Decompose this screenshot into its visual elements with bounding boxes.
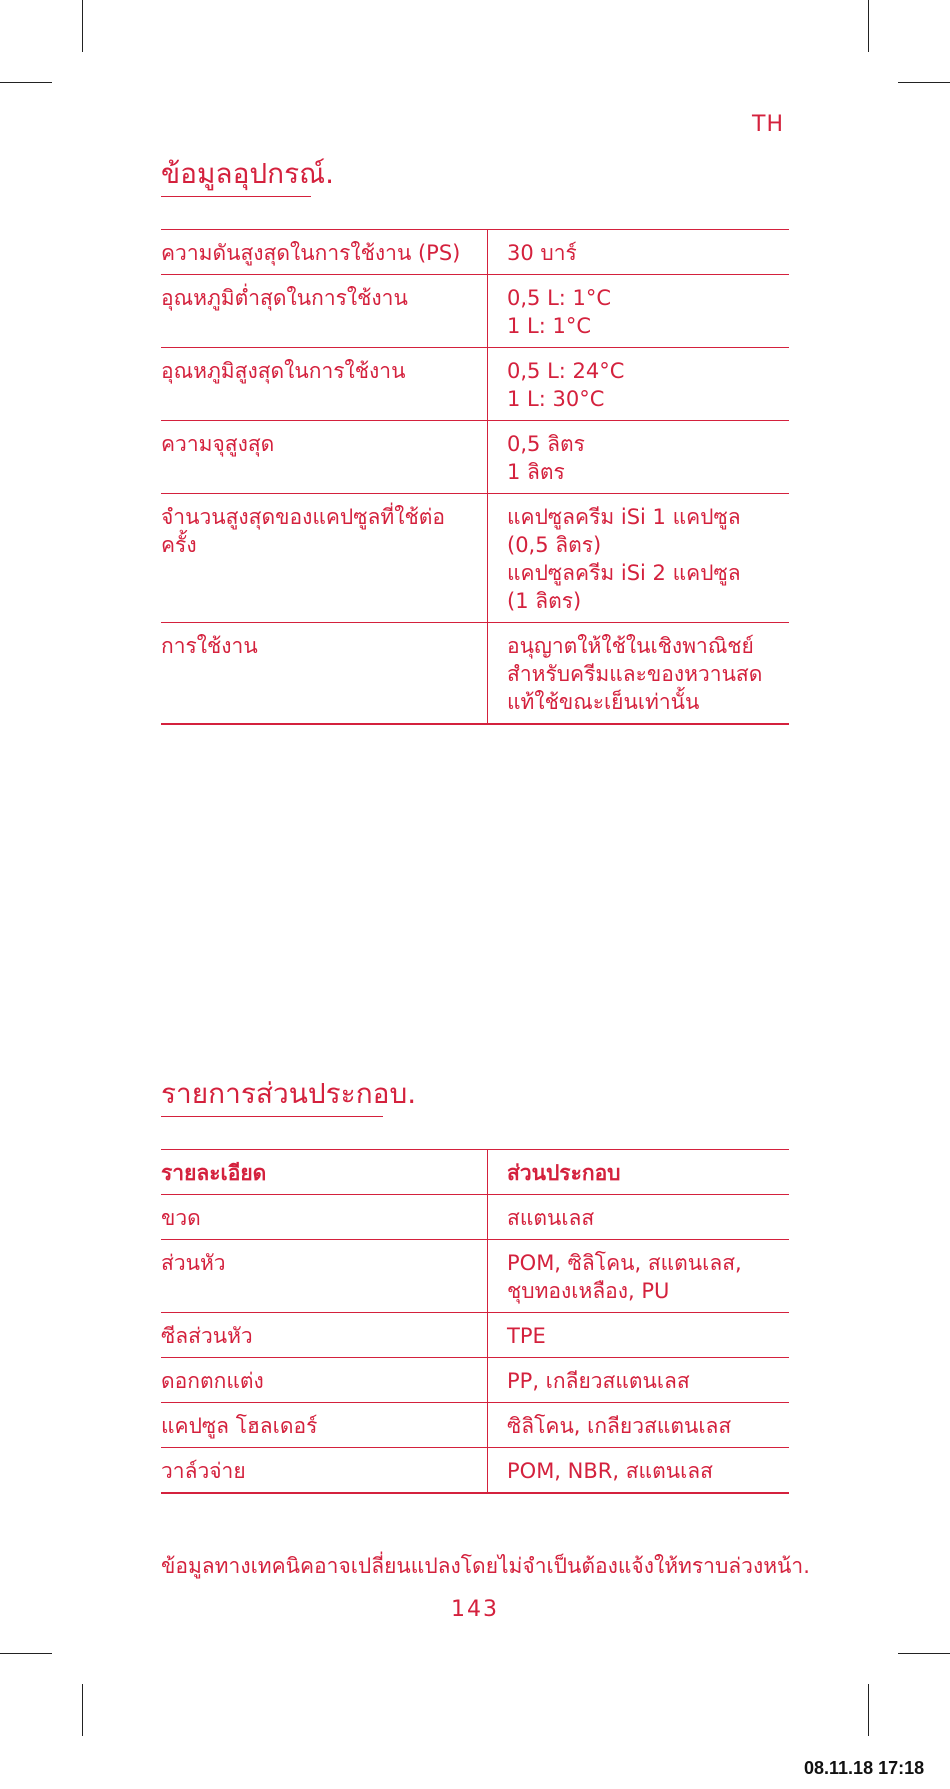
print-stamp: 08.11.18 17:18	[804, 1758, 925, 1778]
row-value: สแตนเลส	[488, 1195, 790, 1240]
crop-mark	[898, 82, 950, 83]
crop-mark	[868, 1684, 869, 1736]
parts-list-row	[161, 1240, 789, 1313]
row-value: 0,5 L: 1°C 1 L: 1°C	[488, 275, 790, 348]
parts-list-row	[161, 1313, 789, 1358]
parts-list-row	[161, 1195, 789, 1240]
crop-mark	[82, 1684, 83, 1736]
device-info-title	[161, 157, 334, 191]
row-value: ซิลิโคน, เกลียวสแตนเลส	[488, 1403, 790, 1448]
row-label: อุณหภูมิต่ำสุดในการใช้งาน	[161, 275, 488, 348]
crop-mark	[0, 1653, 52, 1654]
device-info-row	[161, 421, 789, 494]
title-underline	[161, 1116, 383, 1118]
row-label: ขวด	[161, 1195, 488, 1240]
row-label: ซีลส่วนหัว	[161, 1313, 488, 1358]
row-label: วาล์วจ่าย	[161, 1448, 488, 1494]
parts-list-row	[161, 1403, 789, 1448]
row-label: ความจุสูงสุด	[161, 421, 488, 494]
device-info-table	[161, 229, 789, 725]
parts-list-row	[161, 1358, 789, 1403]
row-label: จำนวนสูงสุดของแคปซูลที่ใช้ต่อครั้ง	[161, 494, 488, 623]
device-info-row	[161, 494, 789, 623]
crop-mark	[868, 0, 869, 52]
device-info-title-text: ข้อมูลอุปกรณ์.	[161, 157, 335, 190]
page-number: 143	[451, 1597, 499, 1622]
title-underline	[161, 196, 311, 198]
row-label: ดอกตกแต่ง	[161, 1358, 488, 1403]
row-value: 0,5 L: 24°C 1 L: 30°C	[488, 348, 790, 421]
device-info-row	[161, 348, 789, 421]
language-code: TH	[752, 112, 784, 137]
row-label: ความดันสูงสุดในการใช้งาน (PS)	[161, 230, 488, 275]
crop-mark	[0, 82, 52, 83]
crop-mark	[898, 1653, 950, 1654]
row-value: 30 บาร์	[488, 230, 790, 275]
parts-list-title	[161, 1077, 416, 1111]
parts-list-row	[161, 1448, 789, 1494]
row-value: แคปซูลครีม iSi 1 แคปซูล (0,5 ลิตร) แคปซูลครีม iSi 2 แคปซูล (1 ลิตร)	[488, 494, 790, 623]
row-label: ส่วนหัว	[161, 1240, 488, 1313]
row-value: PP, เกลียวสแตนเลส	[488, 1358, 790, 1403]
row-value: POM, ซิลิโคน, สแตนเลส, ชุบทองเหลือง, PU	[488, 1240, 790, 1313]
row-value: TPE	[488, 1313, 790, 1358]
device-info-row	[161, 623, 789, 725]
device-info-row	[161, 230, 789, 275]
header-material: ส่วนประกอบ	[488, 1150, 790, 1195]
row-label: การใช้งาน	[161, 623, 488, 725]
table-header-row	[161, 1150, 789, 1195]
footnote: ข้อมูลทางเทคนิคอาจเปลี่ยนแปลงโดยไม่จำเป็นต้องแจ้งให้ทราบล่วงหน้า.	[161, 1554, 810, 1578]
crop-mark	[82, 0, 83, 52]
row-label: อุณหภูมิสูงสุดในการใช้งาน	[161, 348, 488, 421]
row-value: 0,5 ลิตร 1 ลิตร	[488, 421, 790, 494]
parts-list-table	[161, 1149, 789, 1494]
parts-list-title-text: รายการส่วนประกอบ.	[161, 1077, 417, 1110]
row-value: POM, NBR, สแตนเลส	[488, 1448, 790, 1494]
row-value: อนุญาตให้ใช้ในเชิงพาณิชย์สำหรับครีมและของหวานสดแท้ใช้ขณะเย็นเท่านั้น	[488, 623, 790, 725]
row-label: แคปซูล โฮลเดอร์	[161, 1403, 488, 1448]
device-info-row	[161, 275, 789, 348]
header-description: รายละเอียด	[161, 1150, 488, 1195]
